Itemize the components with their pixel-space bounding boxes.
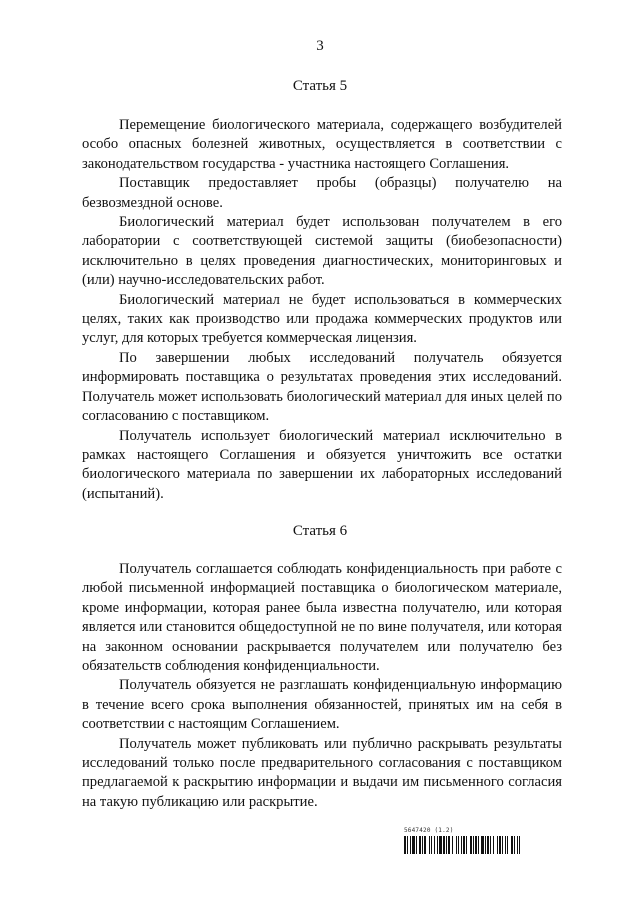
page-number: 3 [316,38,324,54]
article-6-paragraph: Получатель может публиковать или публично раскрывать результаты исследований только после предварительного согласования с поставщиком предлагаемой к раскрытию информации и выдачи им письменного согласия на такую публикацию или раскрытие. [82,735,562,810]
article-5-paragraph: Биологический материал не будет использоваться в коммерческих целях, таких как производство или продажа коммерческих продуктов или услуг, для которых требуется коммерческая лицензия. [82,291,562,347]
article-5-body [82,116,562,504]
article-5-paragraph: Перемещение биологического материала, содержащего возбудителей особо опасных болезней животных, осуществляется в соответствии с законодательством государства - участника настоящего Соглашения. [82,117,562,172]
article-6-heading: Статья 6 [292,523,348,539]
barcode [404,827,562,854]
article-5-paragraph: Биологический материал будет использован получателем в его лаборатории с соответствующей системой защиты (биобезопасности) исключительно в целях проведения диагностических, мониторинговых и (или) научно-исследовательских работ. [82,214,562,289]
article-5-heading: Статья 5 [292,78,348,94]
article-6-body [82,560,562,812]
article-5-paragraph: Поставщик предоставляет пробы (образцы) получателю на безвозмездной основе. [82,175,562,211]
barcode-code: 5647420 (1.2) [404,827,454,834]
article-5-paragraph: Получатель использует биологический материал исключительно в рамках настоящего Соглашения и обязуется уничтожить все остатки биологического материала по завершении их лабораторных исследований (испытаний). [82,427,562,502]
article-6-paragraph: Получатель соглашается соблюдать конфиденциальность при работе с любой письменной информацией поставщика о биологическом материале, кроме информации, которая ранее была известна получателю, или которая является или становится общедоступной не по вине получателя, или которая на законном основании раскрывается получателем или получателю без обязательств соблюдения конфиденциальности. [82,561,562,675]
barcode-bars [404,836,562,854]
article-5-paragraph: По завершении любых исследований получатель обязуется информировать поставщика о результатах проведения этих исследований. Получатель может использовать биологический материал для иных целей по согласованию с поставщиком. [82,349,562,425]
article-6-paragraph: Получатель обязуется не разглашать конфиденциальную информацию в течение всего срока выполнения обязанностей, принятых им на себя в соответствии с настоящим Соглашением. [82,677,562,733]
